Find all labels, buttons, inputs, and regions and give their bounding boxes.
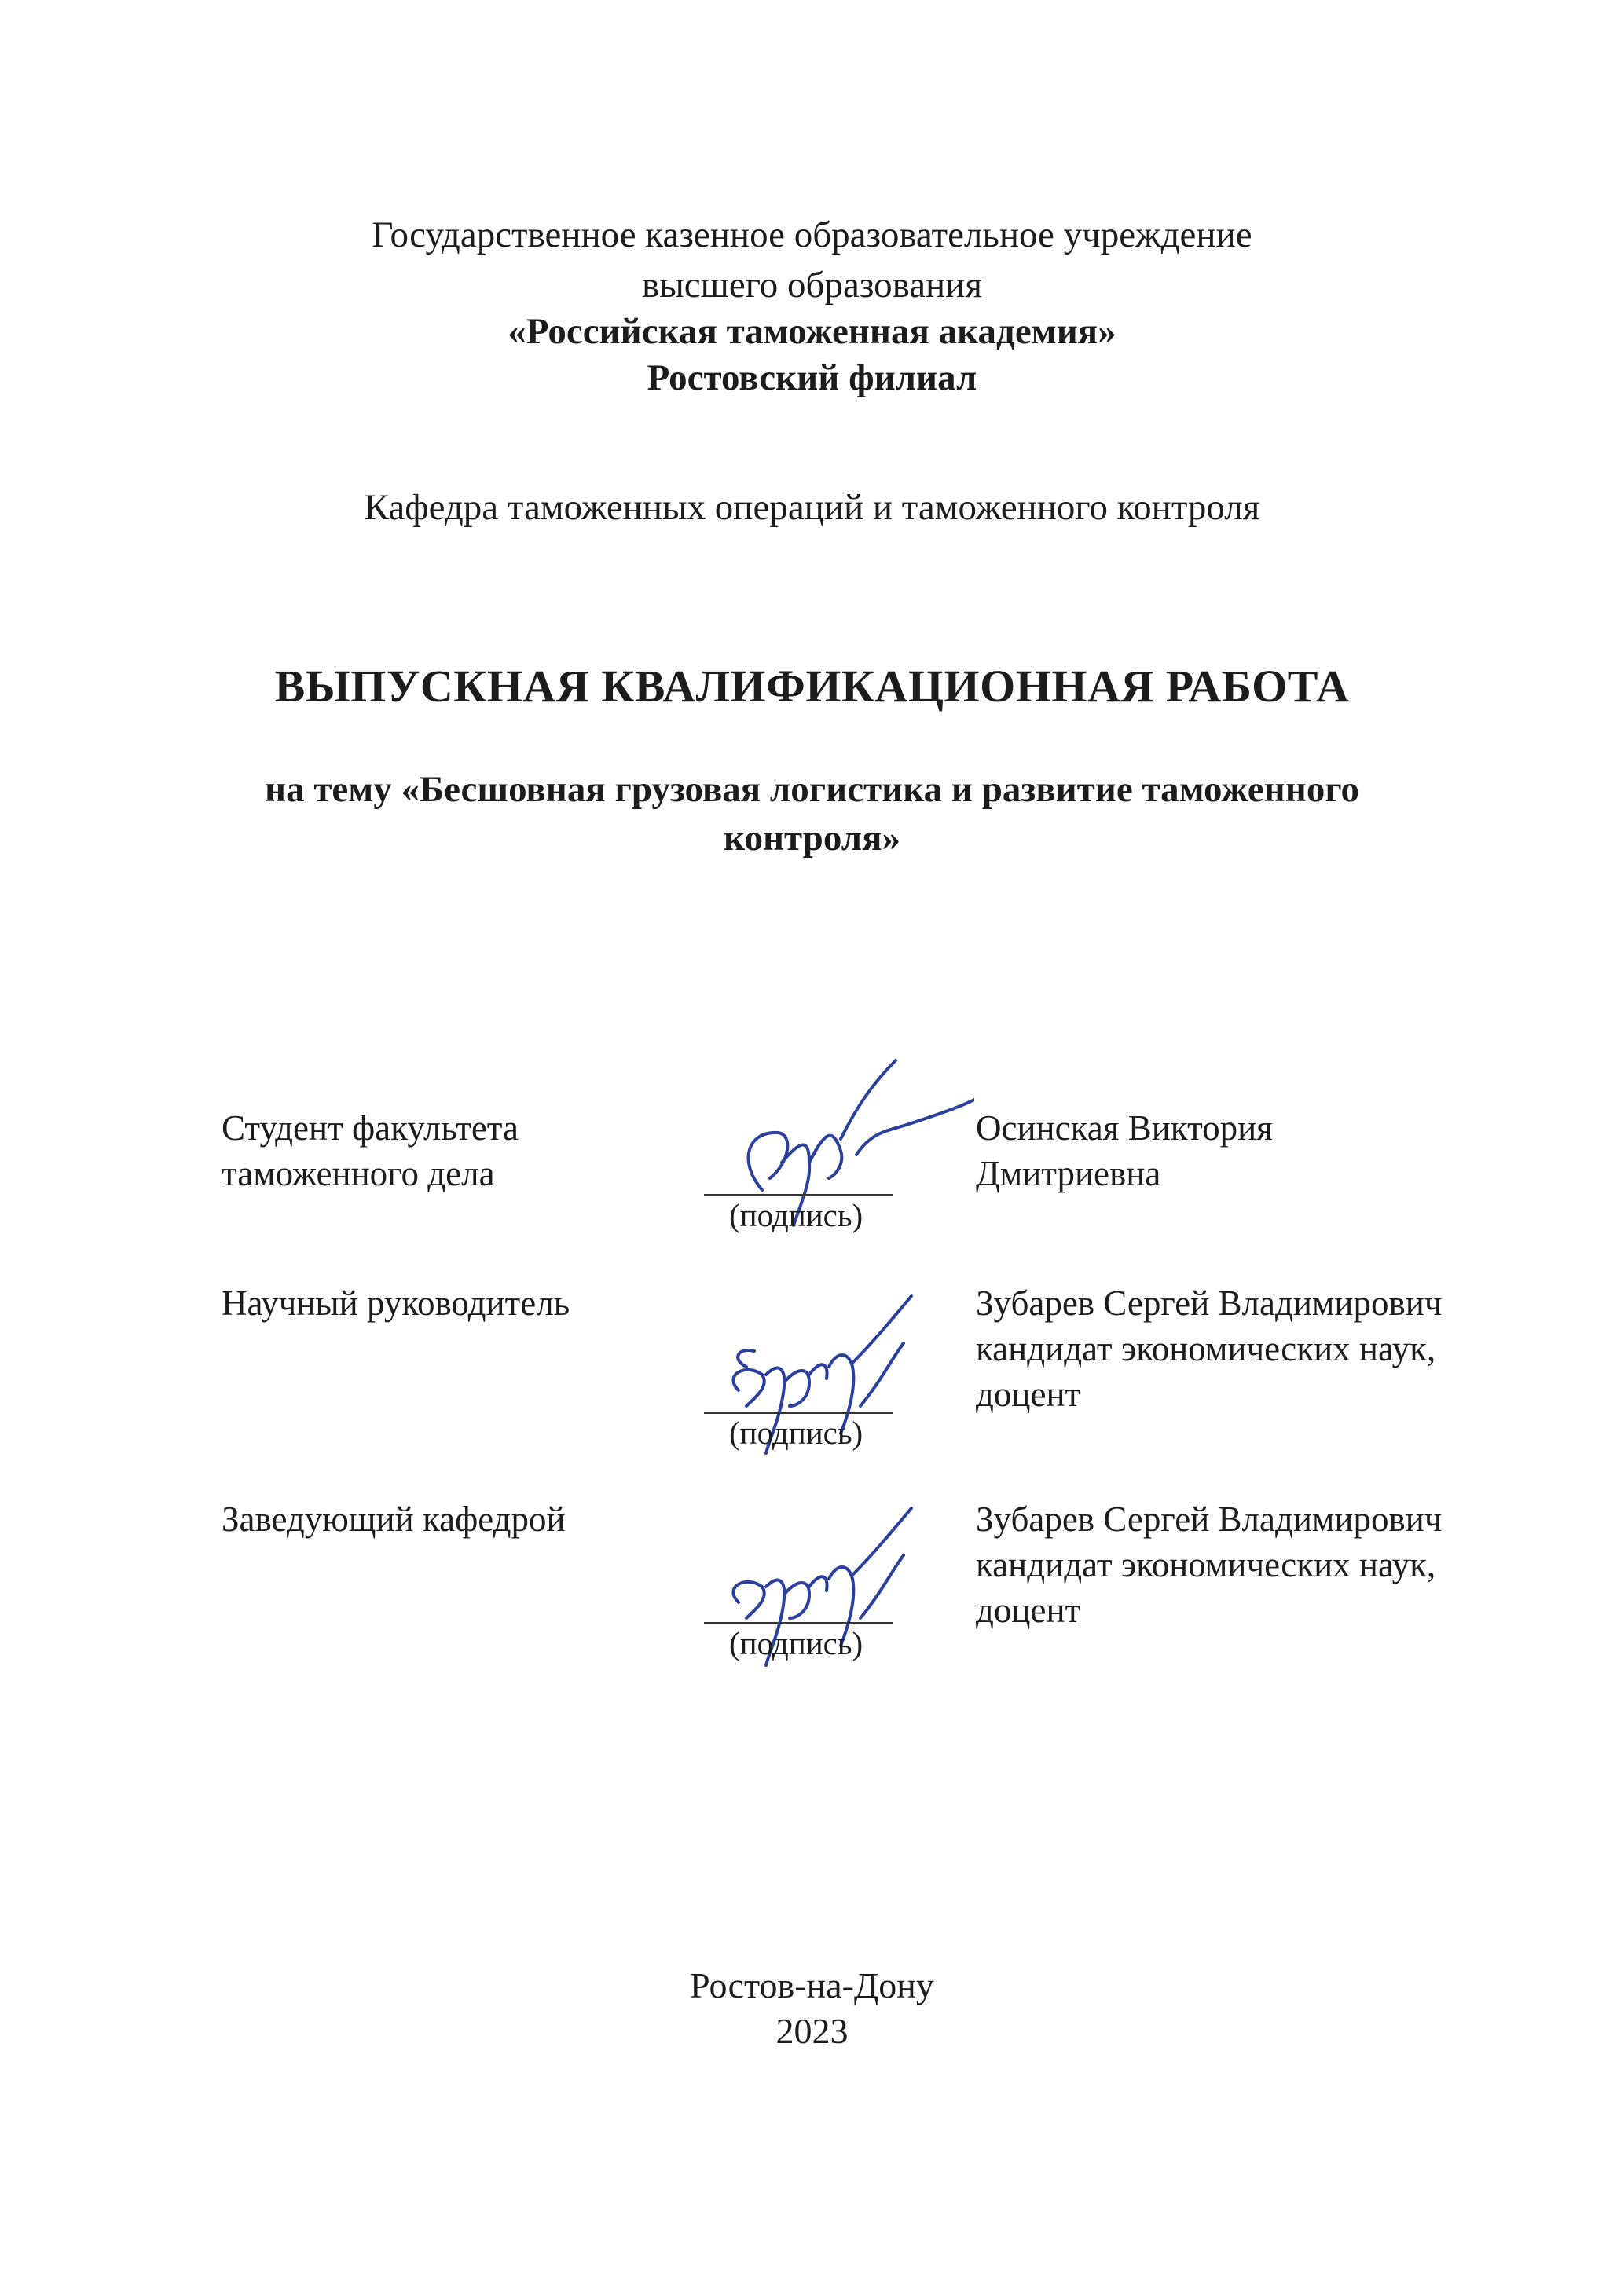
student-role: Студент факультета таможенного дела	[222, 1108, 519, 1193]
year: 2023	[775, 2011, 849, 2051]
supervisor-name: Зубарев Сергей Владимирович кандидат экономических наук, доцент	[976, 1283, 1443, 1414]
topic-line-1: на тему «Бесшовная грузовая логистика и развитие таможенного	[265, 769, 1359, 810]
branch-name: Ростовский филиал	[647, 357, 977, 398]
head-of-department-signature-caption: (подпись)	[729, 1625, 863, 1661]
supervisor-signature-caption: (подпись)	[729, 1415, 863, 1451]
student-name: Осинская Виктория Дмитриевна	[976, 1108, 1273, 1193]
city: Ростов-на-Дону	[690, 1965, 934, 2005]
institution-type: Государственное казенное образовательное учреждение	[372, 214, 1252, 255]
head-of-department-name: Зубарев Сергей Владимирович кандидат экономических наук, доцент	[976, 1500, 1443, 1630]
department-name: Кафедра таможенных операций и таможенного контроля	[364, 487, 1260, 528]
supervisor-role: Научный руководитель	[222, 1283, 570, 1323]
education-level: высшего образования	[642, 265, 982, 306]
topic-line-2: контроля»	[723, 818, 901, 859]
academy-name: «Российская таможенная академия»	[508, 311, 1116, 352]
head-of-department-role: Заведующий кафедрой	[222, 1500, 566, 1539]
student-signature-caption: (подпись)	[729, 1197, 863, 1233]
document-title: ВЫПУСКНАЯ КВАЛИФИКАЦИОННАЯ РАБОТА	[274, 661, 1350, 712]
